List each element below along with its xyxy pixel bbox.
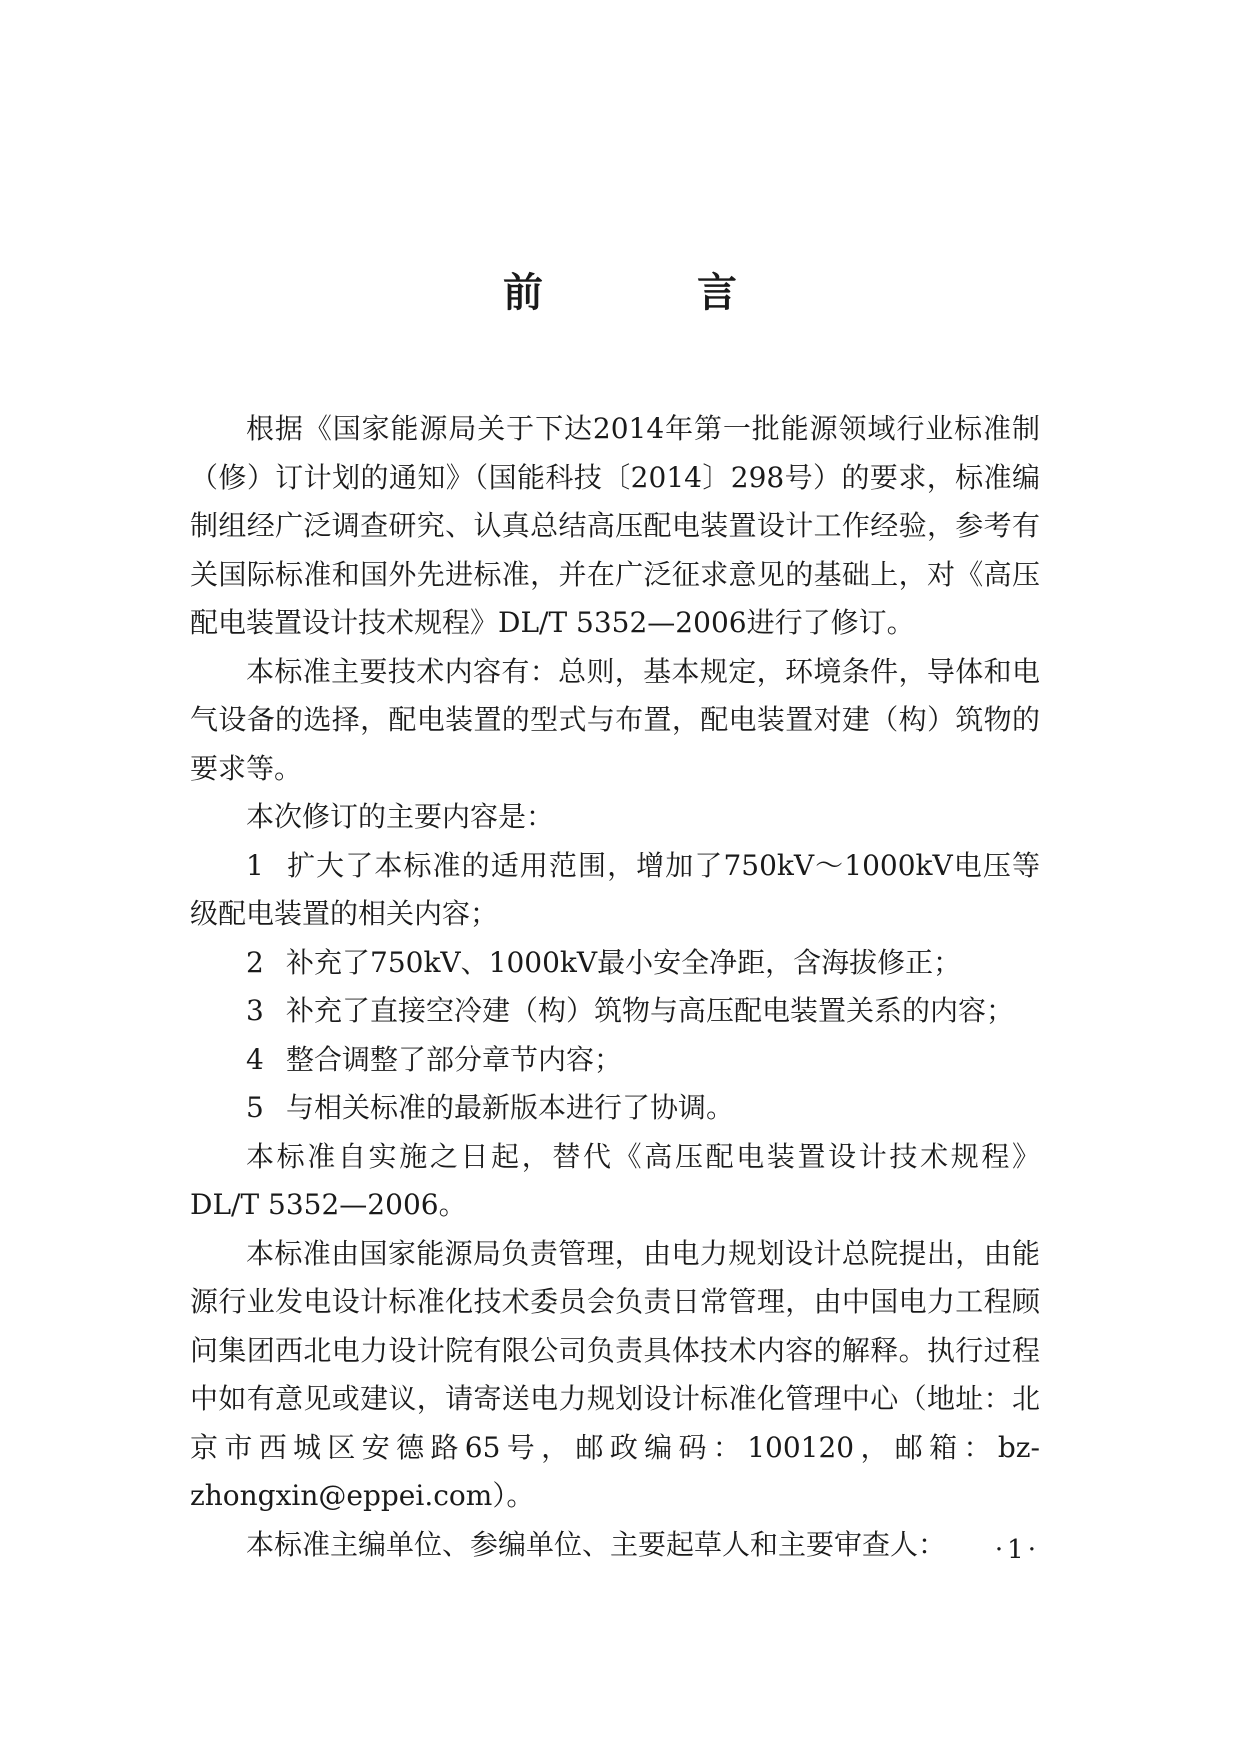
paragraph-revision-intro: 本次修订的主要内容是： bbox=[246, 800, 555, 833]
paragraph-main-content: 本标准主要技术内容有：总则，基本规定，环境条件，导体和电气设备的选择，配电装置的型式与布置，配电装置对建（构）筑物的要求等。 bbox=[190, 654, 1040, 785]
page-number: ·1· bbox=[994, 1535, 1040, 1565]
revision-item-text: 补充了直接空冷建（构）筑物与高压配电装置关系的内容； bbox=[286, 994, 1015, 1027]
paragraph-basis: 根据《国家能源局关于下达2014年第一批能源领域行业标准制（修）订计划的通知》（国能科技〔2014〕298号）的要求，标准编制组经广泛调查研究、认真总结高压配电装置设计工作经验，参考有关国际标准和国外先进标准，并在广泛征求意见的基础上，对《高压配电装置设计技术规程》DL/T 5352—2006进行了修订。 bbox=[190, 412, 1040, 639]
paragraph-drafters-intro: 本标准主编单位、参编单位、主要起草人和主要审查人： bbox=[246, 1527, 947, 1561]
revision-item bbox=[190, 939, 1040, 988]
revision-item-number: 1 bbox=[246, 848, 264, 882]
revision-item bbox=[190, 987, 1040, 1036]
revision-item-text: 与相关标准的最新版本进行了协调。 bbox=[286, 1091, 735, 1124]
revision-item-number: 3 bbox=[246, 994, 264, 1027]
page-title: 前 言 bbox=[503, 270, 807, 316]
revision-item-text: 补充了750kV、1000kV最小安全净距，含海拔修正； bbox=[286, 945, 962, 979]
paragraph-replacement: 本标准自实施之日起，替代《高压配电装置设计技术规程》DL/T 5352—2006。 bbox=[190, 1139, 1040, 1221]
revision-item-number: 5 bbox=[246, 1091, 264, 1124]
revision-item bbox=[190, 1036, 1040, 1085]
revision-item-text: 整合调整了部分章节内容； bbox=[286, 1042, 623, 1076]
revision-item-number: 2 bbox=[246, 945, 264, 979]
revision-item bbox=[190, 842, 1040, 939]
revision-item bbox=[190, 1084, 1040, 1133]
revision-item-number: 4 bbox=[246, 1042, 264, 1076]
document-body bbox=[190, 405, 1040, 1569]
revision-item-text: 扩大了本标准的适用范围，增加了750kV～1000kV电压等级配电装置的相关内容； bbox=[190, 848, 1040, 930]
paragraph-management: 本标准由国家能源局负责管理，由电力规划设计总院提出，由能源行业发电设计标准化技术委员会负责日常管理，由中国电力工程顾问集团西北电力设计院有限公司负责具体技术内容的解释。执行过程中如有意见或建议，请寄送电力规划设计标准化管理中心（地址：北京市西城区安德路65号，邮政编码：100120，邮箱：bz-zhongxin@eppei.com）。 bbox=[190, 1236, 1040, 1512]
